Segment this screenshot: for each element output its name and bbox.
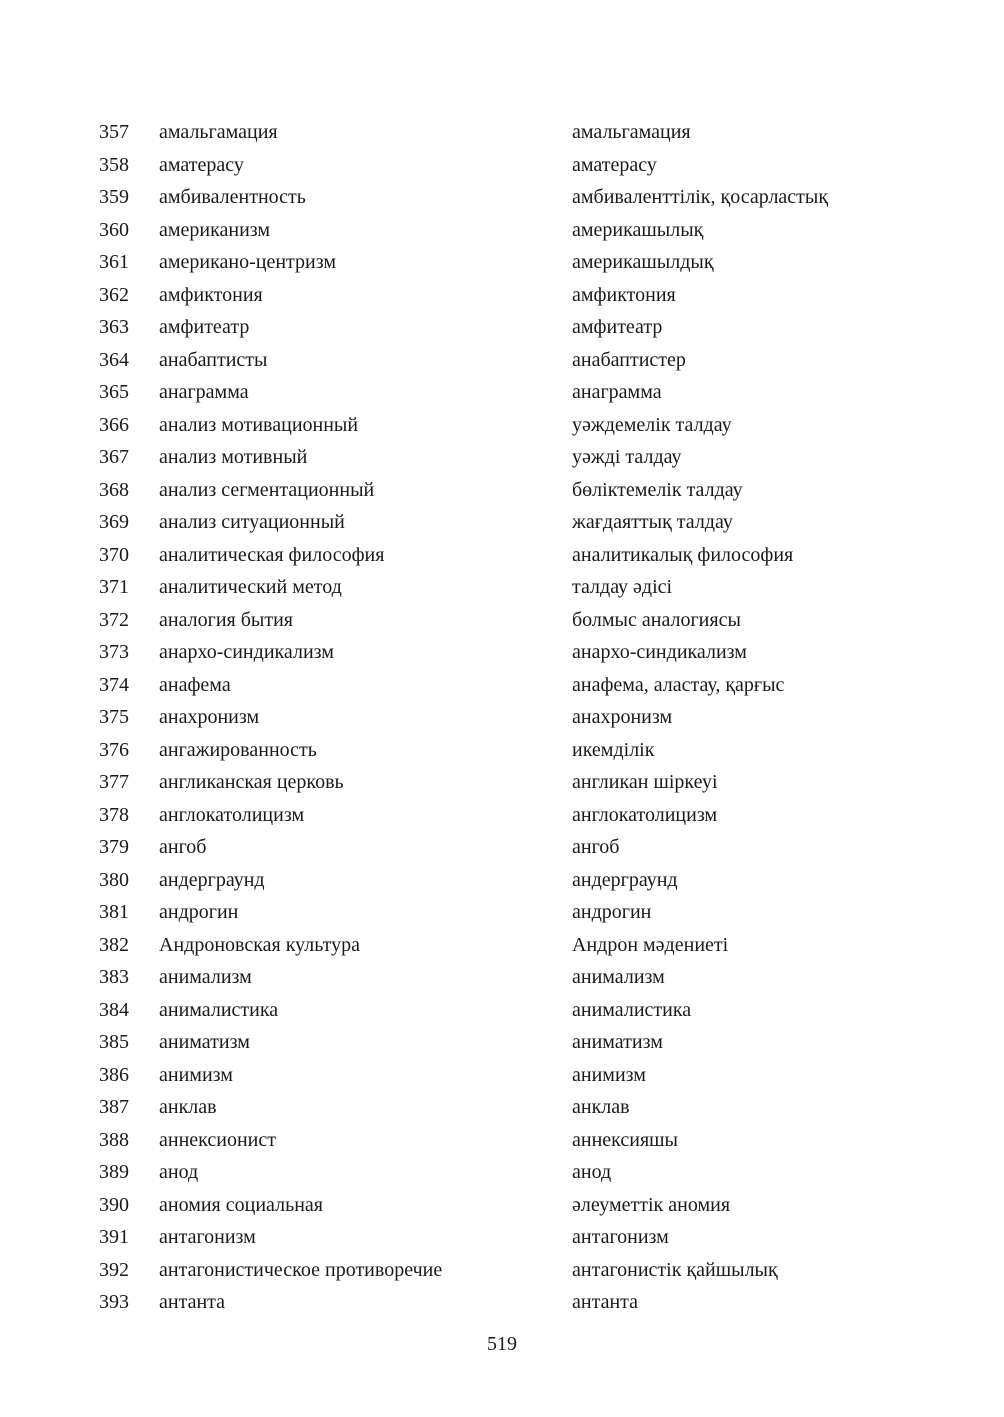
- russian-term: англокатолицизм: [159, 803, 305, 826]
- glossary-entry: [0, 994, 1004, 1027]
- russian-term: амфиктония: [159, 283, 263, 306]
- kazakh-term: аниматизм: [572, 1031, 663, 1053]
- entry-number: 385: [99, 1031, 129, 1053]
- russian-term: анархо-синдикализм: [159, 641, 334, 663]
- entry-number: 370: [99, 543, 129, 566]
- russian-term: аналитическая философия: [159, 543, 385, 566]
- glossary-entry: [0, 311, 1004, 344]
- kazakh-term: анимализм: [572, 966, 665, 988]
- glossary-entry: [0, 181, 1004, 214]
- kazakh-term: аннексияшы: [572, 1128, 678, 1151]
- kazakh-term: талдау әдісі: [572, 576, 673, 598]
- glossary-entry: [0, 961, 1004, 994]
- entry-number: 391: [99, 1226, 129, 1248]
- kazakh-term: амбиваленттілік, қосарластық: [572, 186, 829, 208]
- entry-number: 390: [99, 1193, 129, 1216]
- russian-term: анафема: [159, 673, 231, 696]
- entry-number: 359: [99, 186, 129, 208]
- glossary-entry: [0, 571, 1004, 604]
- russian-term: амбивалентность: [159, 186, 306, 208]
- entry-number: 369: [99, 511, 129, 533]
- kazakh-term: андрогин: [572, 901, 652, 923]
- kazakh-term: анархо-синдикализм: [572, 641, 747, 663]
- entry-number: 358: [99, 153, 129, 176]
- glossary-entry: [0, 1221, 1004, 1254]
- russian-term: аналогия бытия: [159, 608, 293, 631]
- glossary-entry: [0, 1091, 1004, 1124]
- glossary-entry: [0, 929, 1004, 962]
- glossary-entry: [0, 864, 1004, 897]
- entry-number: 361: [99, 251, 129, 273]
- glossary-entry: [0, 1059, 1004, 1092]
- russian-term: ангоб: [159, 836, 207, 858]
- kazakh-term: анимизм: [572, 1063, 646, 1086]
- kazakh-term: америкашылдық: [572, 251, 714, 273]
- kazakh-term: ангоб: [572, 836, 620, 858]
- entry-number: 380: [99, 868, 129, 891]
- kazakh-term: америкашылық: [572, 218, 704, 241]
- glossary-entry: [0, 1286, 1004, 1319]
- kazakh-term: англокатолицизм: [572, 803, 718, 826]
- russian-term: американо-центризм: [159, 251, 337, 273]
- russian-term: анимизм: [159, 1063, 233, 1086]
- russian-term: американизм: [159, 218, 271, 241]
- entry-number: 368: [99, 478, 129, 501]
- entry-number: 374: [99, 673, 129, 696]
- kazakh-term: антагонистік қайшылық: [572, 1258, 778, 1281]
- glossary-entry: [0, 246, 1004, 279]
- kazakh-term: анахронизм: [572, 706, 673, 728]
- entry-number: 376: [99, 738, 129, 761]
- glossary-entry: [0, 279, 1004, 312]
- russian-term: аматерасу: [159, 153, 244, 176]
- entry-number: 360: [99, 218, 129, 241]
- kazakh-term: анималистика: [572, 998, 692, 1021]
- russian-term: анализ мотивационный: [159, 413, 359, 436]
- entry-number: 383: [99, 966, 129, 988]
- entry-number: 384: [99, 998, 129, 1021]
- entry-number: 371: [99, 576, 129, 598]
- entry-number: 387: [99, 1096, 129, 1118]
- kazakh-term: амфитеатр: [572, 316, 663, 338]
- glossary-entry: [0, 149, 1004, 182]
- entry-number: 388: [99, 1128, 129, 1151]
- entry-number: 362: [99, 283, 129, 306]
- kazakh-term: Андрон мәдениеті: [572, 933, 729, 956]
- entry-number: 389: [99, 1161, 129, 1183]
- entry-number: 372: [99, 608, 129, 631]
- russian-term: анахронизм: [159, 706, 260, 728]
- kazakh-term: жағдаяттық талдау: [572, 511, 733, 533]
- entry-number: 364: [99, 348, 129, 371]
- glossary-entry: [0, 539, 1004, 572]
- russian-term: анод: [159, 1161, 199, 1183]
- kazakh-term: болмыс аналогиясы: [572, 608, 741, 631]
- entry-number: 379: [99, 836, 129, 858]
- russian-term: ангажированность: [159, 738, 317, 761]
- glossary-entry: [0, 506, 1004, 539]
- kazakh-term: анод: [572, 1161, 612, 1183]
- glossary-entry: [0, 636, 1004, 669]
- kazakh-term: уәждемелік талдау: [572, 413, 732, 436]
- glossary-entry: [0, 1026, 1004, 1059]
- russian-term: анализ мотивный: [159, 446, 308, 468]
- kazakh-term: икемділік: [572, 738, 655, 761]
- glossary-entry: [0, 701, 1004, 734]
- russian-term: анализ сегментационный: [159, 478, 375, 501]
- russian-term: анималистика: [159, 998, 279, 1021]
- entry-number: 386: [99, 1063, 129, 1086]
- kazakh-term: англикан шіркеуі: [572, 771, 718, 793]
- entry-number: 375: [99, 706, 129, 728]
- russian-term: амфитеатр: [159, 316, 250, 338]
- kazakh-term: аналитикалық философия: [572, 543, 794, 566]
- entry-number: 367: [99, 446, 129, 468]
- russian-term: анимализм: [159, 966, 252, 988]
- entry-number: 378: [99, 803, 129, 826]
- russian-term: андерграунд: [159, 868, 265, 891]
- russian-term: анаграмма: [159, 381, 249, 403]
- kazakh-term: уәжді талдау: [572, 446, 682, 468]
- russian-term: аниматизм: [159, 1031, 250, 1053]
- page-number: 519: [487, 1333, 517, 1355]
- glossary-entry: [0, 604, 1004, 637]
- glossary-entry: [0, 214, 1004, 247]
- glossary-entry: [0, 799, 1004, 832]
- kazakh-term: анабаптистер: [572, 348, 686, 371]
- glossary-entry: [0, 734, 1004, 767]
- entry-number: 357: [99, 121, 129, 143]
- russian-term: аналитический метод: [159, 576, 342, 598]
- kazakh-term: амфиктония: [572, 283, 676, 306]
- glossary-entry: [0, 441, 1004, 474]
- russian-term: антагонистическое противоречие: [159, 1258, 443, 1281]
- glossary-entry: [0, 669, 1004, 702]
- russian-term: антагонизм: [159, 1226, 256, 1248]
- glossary-entry: [0, 116, 1004, 149]
- glossary-entry: [0, 896, 1004, 929]
- kazakh-term: анафема, аластау, қарғыс: [572, 673, 785, 696]
- russian-term: андрогин: [159, 901, 239, 923]
- russian-term: анабаптисты: [159, 348, 268, 371]
- entry-number: 373: [99, 641, 129, 663]
- russian-term: англиканская церковь: [159, 771, 344, 793]
- kazakh-term: аматерасу: [572, 153, 657, 176]
- glossary-entry: [0, 1124, 1004, 1157]
- russian-term: Андроновская культура: [159, 933, 360, 956]
- entry-number: 392: [99, 1258, 129, 1281]
- glossary-entry: [0, 1254, 1004, 1287]
- russian-term: анализ ситуационный: [159, 511, 345, 533]
- entry-number: 393: [99, 1291, 129, 1313]
- russian-term: амальгамация: [159, 121, 278, 143]
- glossary-entry: [0, 1156, 1004, 1189]
- kazakh-term: анаграмма: [572, 381, 662, 403]
- russian-term: антанта: [159, 1291, 226, 1313]
- glossary-list: [0, 116, 1004, 1319]
- entry-number: 382: [99, 933, 129, 956]
- glossary-entry: [0, 766, 1004, 799]
- russian-term: аномия социальная: [159, 1193, 323, 1216]
- kazakh-term: андерграунд: [572, 868, 678, 891]
- glossary-entry: [0, 474, 1004, 507]
- entry-number: 366: [99, 413, 129, 436]
- glossary-entry: [0, 376, 1004, 409]
- glossary-entry: [0, 831, 1004, 864]
- entry-number: 363: [99, 316, 129, 338]
- entry-number: 381: [99, 901, 129, 923]
- glossary-entry: [0, 1189, 1004, 1222]
- glossary-entry: [0, 344, 1004, 377]
- kazakh-term: амальгамация: [572, 121, 691, 143]
- entry-number: 365: [99, 381, 129, 403]
- russian-term: аннексионист: [159, 1128, 276, 1151]
- glossary-entry: [0, 409, 1004, 442]
- kazakh-term: антагонизм: [572, 1226, 669, 1248]
- russian-term: анклав: [159, 1096, 217, 1118]
- kazakh-term: әлеуметтік аномия: [572, 1193, 731, 1216]
- kazakh-term: антанта: [572, 1291, 639, 1313]
- entry-number: 377: [99, 771, 129, 793]
- kazakh-term: бөліктемелік талдау: [572, 478, 743, 501]
- kazakh-term: анклав: [572, 1096, 630, 1118]
